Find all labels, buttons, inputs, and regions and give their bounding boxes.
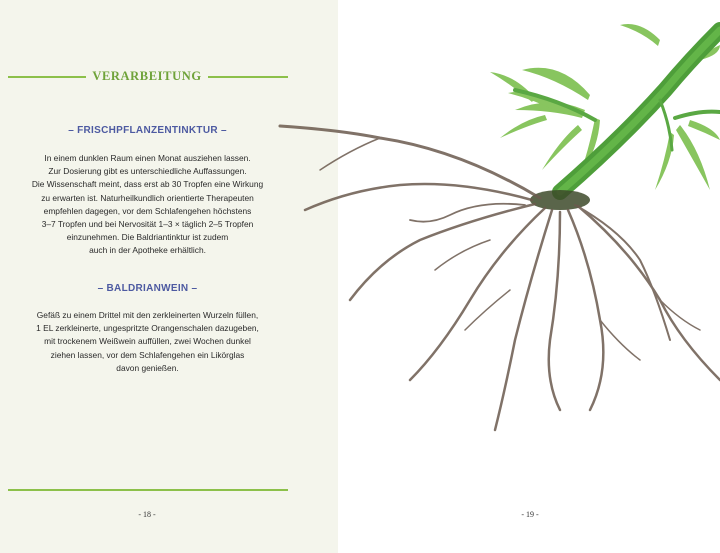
section-title: VERARBEITUNG [92, 69, 202, 83]
page-number-left: - 18 - [138, 510, 156, 519]
text-line: mit trockenem Weißwein auffüllen, zwei Wochen dunkel [44, 336, 251, 347]
valerian-root-illustration [260, 0, 720, 553]
wein-paragraph [0, 309, 295, 375]
text-line: auch in der Apotheke erhältlich. [89, 245, 206, 256]
text-line: Gefäß zu einem Drittel mit den zerkleinerten Wurzeln füllen, [36, 310, 259, 320]
text-line: Zur Dosierung gibt es unterschiedliche Auffassungen. [48, 166, 247, 177]
text-line: einzunehmen. Die Baldriantinktur ist zudem [66, 232, 229, 243]
page-number-right: - 19 - [521, 510, 539, 519]
footer-rule [8, 489, 288, 491]
heading-baldrianwein: – BALDRIANWEIN – [97, 283, 198, 294]
text-line: 3–7 Tropfen und bei Nervosität 1–3 × täglich 2–5 Tropfen [41, 219, 254, 230]
title-rule-left [8, 76, 86, 78]
root-icon [280, 126, 720, 430]
text-line: 1 EL zerkleinerte, ungespritzte Orangenschalen dazugeben, [36, 323, 259, 334]
text-line: Die Wissenschaft meint, dass erst ab 30 Tropfen eine Wirkung [31, 179, 264, 190]
text-line: davon genießen. [116, 362, 179, 373]
text-line: ziehen lassen, vor dem Schlafengehen ein Likörglas [50, 349, 245, 360]
heading-frischpflanzentinktur: – FRISCHPFLANZENTINKTUR – [68, 125, 227, 136]
text-line: empfehlen dagegen, vor dem Schlafengehen höchstens [43, 205, 252, 216]
leaf-icon [490, 24, 720, 190]
tinktur-paragraph [0, 152, 295, 258]
text-line: In einem dunklen Raum einen Monat ausziehen lassen. [44, 153, 251, 163]
text-line: zu erwarten ist. Naturheilkundlich orientierte Therapeuten [41, 192, 254, 203]
